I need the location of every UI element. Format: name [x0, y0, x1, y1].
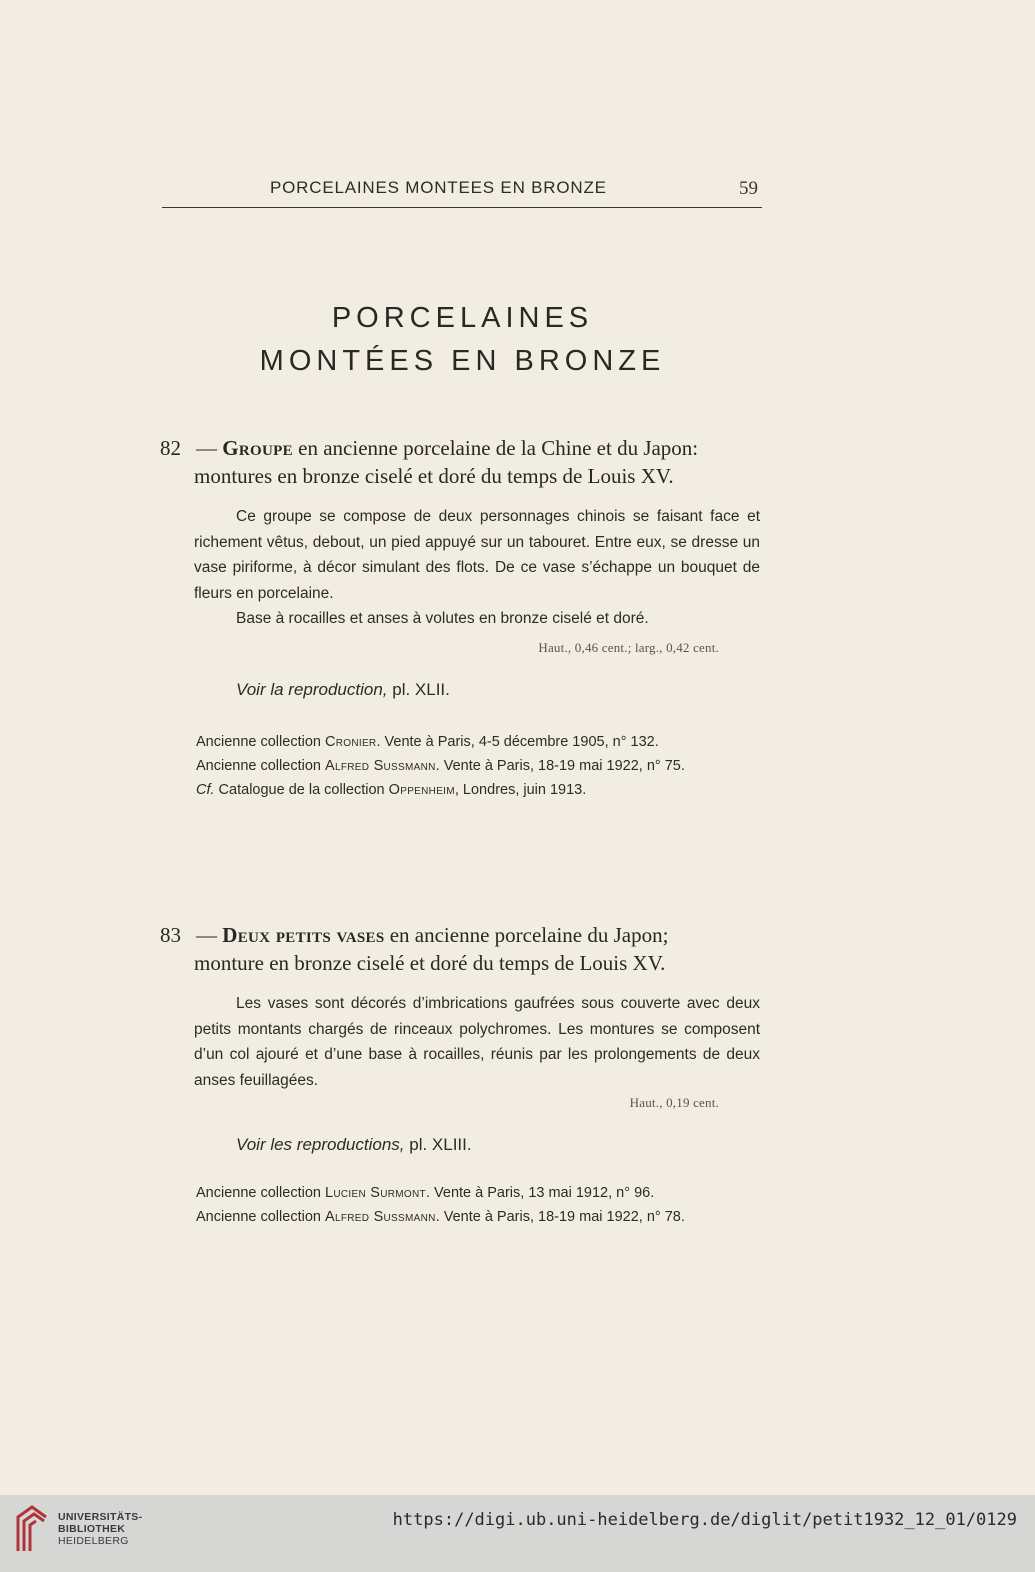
- entry-number: 83: [160, 923, 181, 947]
- section-title-line1: PORCELAINES: [331, 302, 594, 334]
- provenance-suffix: , Londres, juin 1913.: [454, 781, 587, 798]
- provenance-cf: Cf.: [196, 781, 215, 798]
- entry-number: 82: [160, 436, 181, 460]
- provenance-collection-name: Oppenheim: [388, 781, 455, 798]
- running-head-title: PORCELAINES MONTEES EN BRONZE: [270, 178, 607, 197]
- entry-description: [194, 504, 760, 632]
- reproduction-plate: pl. XLIII.: [404, 1135, 472, 1154]
- provenance-prefix: Catalogue de la collection: [214, 781, 389, 798]
- entry-head-smallcaps: Deux petits vases: [222, 923, 385, 947]
- reproduction-reference: [236, 1135, 770, 1155]
- entry-dimensions: Haut., 0,46 cent.; larg., 0,42 cent.: [538, 639, 719, 655]
- logo-text-line: HEIDELBERG: [58, 1535, 129, 1547]
- description-paragraph: Base à rocailles et anses à volutes en bronze ciselé et doré.: [236, 610, 649, 627]
- entry-head-rest: en ancienne porcelaine de la Chine et du Japon:: [292, 436, 699, 460]
- provenance-collection-name: Alfred Sussmann: [324, 757, 436, 774]
- running-head: [162, 175, 762, 208]
- reproduction-reference: [236, 680, 770, 700]
- entry-description: [194, 991, 760, 1093]
- entry-head-line2: montures en bronze ciselé et doré du temps de Louis XV.: [194, 464, 674, 488]
- reproduction-italic: Voir la reproduction,: [236, 679, 388, 699]
- provenance-prefix: Ancienne collection: [196, 1209, 325, 1225]
- provenance-suffix: . Vente à Paris, 18-19 mai 1922, n° 78.: [435, 1209, 685, 1225]
- section-title-line2: MONTÉES EN BRONZE: [259, 345, 666, 377]
- provenance-line: [196, 754, 770, 778]
- entry-head-rest: en ancienne porcelaine du Japon;: [384, 923, 669, 947]
- provenance-line: [196, 730, 770, 754]
- library-logo-text: [58, 1511, 142, 1547]
- provenance-list: [196, 1181, 770, 1229]
- provenance-collection-name: Cronier: [324, 733, 377, 750]
- provenance-line: [196, 778, 770, 802]
- provenance-prefix: Ancienne collection: [196, 1185, 325, 1201]
- entry-head-line2: monture en bronze ciselé et doré du temps de Louis XV.: [194, 951, 666, 975]
- entry-heading: [160, 921, 770, 977]
- entry-head-smallcaps: Groupe: [222, 436, 293, 460]
- logo-text-line: BIBLIOTHEK: [58, 1523, 126, 1535]
- provenance-line: [196, 1205, 770, 1229]
- provenance-suffix: . Vente à Paris, 13 mai 1912, n° 96.: [425, 1185, 655, 1201]
- reproduction-plate: pl. XLII.: [387, 679, 450, 699]
- reproduction-italic: Voir les reproductions,: [236, 1135, 405, 1154]
- provenance-suffix: . Vente à Paris, 18-19 mai 1922, n° 75.: [435, 757, 685, 774]
- description-paragraph: Ce groupe se compose de deux personnages chinois se faisant face et richement vêtus, debout, un pied appuyé sur un tabouret. Entre eux, se dresse un vase piriforme, à décor simulant des flots. De ce vase s’échappe un bouquet de fleurs en porcelaine.: [194, 508, 760, 602]
- entry-heading: [160, 434, 770, 490]
- library-footer-bar: [0, 1495, 1035, 1572]
- provenance-list: [196, 730, 770, 802]
- provenance-line: [196, 1181, 770, 1205]
- library-logo-icon: [14, 1503, 50, 1555]
- entry-dimensions: Haut., 0,19 cent.: [629, 1095, 719, 1110]
- entry-dash: —: [196, 923, 217, 947]
- provenance-prefix: Ancienne collection: [196, 733, 325, 750]
- entry-dash: —: [196, 436, 217, 460]
- logo-text-line: UNIVERSITÄTS-: [58, 1511, 143, 1523]
- description-paragraph: Les vases sont décorés d’imbrications gaufrées sous couverte avec deux petits montants chargés de rinceaux polychromes. Les montures se composent d’un col ajouré et d’une base à rocailles, réunis par les prolongements de deux anses feuillagées.: [194, 995, 760, 1089]
- permalink-url[interactable]: https://digi.ub.uni-heidelberg.de/diglit/petit1932_12_01/0129: [392, 1510, 1017, 1530]
- page-number: 59: [739, 178, 758, 199]
- provenance-suffix: . Vente à Paris, 4-5 décembre 1905, n° 132.: [376, 733, 659, 750]
- catalogue-entry-83: [160, 921, 770, 1229]
- provenance-collection-name: Lucien Surmont: [324, 1185, 426, 1201]
- provenance-collection-name: Alfred Sussmann: [324, 1209, 436, 1225]
- provenance-prefix: Ancienne collection: [196, 757, 325, 774]
- catalogue-entry-82: [160, 434, 770, 802]
